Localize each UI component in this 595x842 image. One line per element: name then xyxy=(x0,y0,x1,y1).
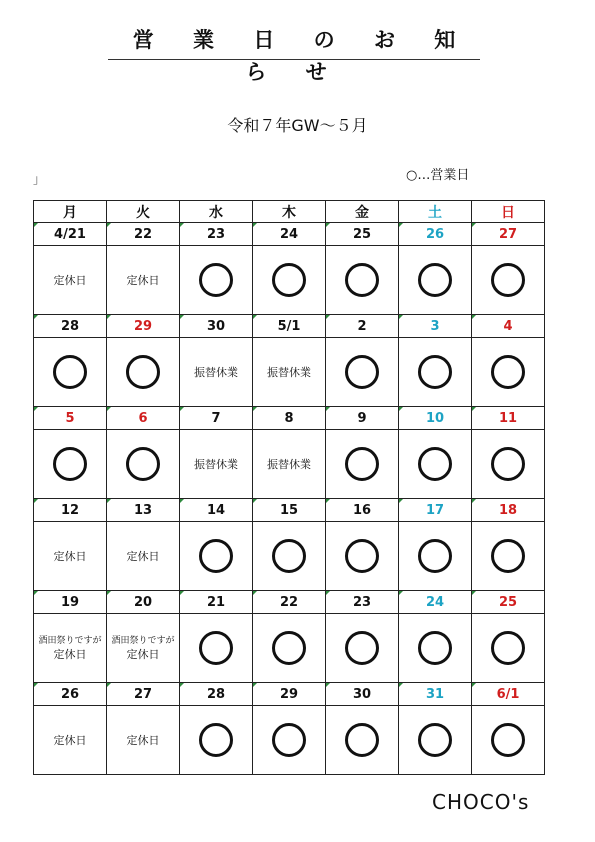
closed-label: 定休日 xyxy=(53,647,87,661)
date-cell: 20 xyxy=(107,591,180,614)
open-circle-icon xyxy=(345,263,379,297)
day-status-cell xyxy=(180,246,253,315)
day-status-cell xyxy=(180,614,253,683)
date-cell: 9 xyxy=(326,407,399,430)
date-row xyxy=(34,223,545,246)
day-status-cell xyxy=(34,338,107,407)
open-circle-icon xyxy=(199,539,233,573)
date-row xyxy=(34,315,545,338)
date-cell: 23 xyxy=(180,223,253,246)
weekday-header: 木 xyxy=(253,201,326,223)
date-cell: 7 xyxy=(180,407,253,430)
date-cell: 12 xyxy=(34,499,107,522)
closed-note xyxy=(34,635,106,662)
day-status-cell xyxy=(253,706,326,775)
weekday-header: 金 xyxy=(326,201,399,223)
day-status-cell xyxy=(253,614,326,683)
legend: ○…営業日 xyxy=(406,168,470,183)
day-status-cell xyxy=(326,614,399,683)
day-status-cell xyxy=(326,706,399,775)
closed-label: 定休日 xyxy=(53,550,87,563)
date-cell: 21 xyxy=(180,591,253,614)
date-cell: 28 xyxy=(180,683,253,706)
date-cell: 24 xyxy=(399,591,472,614)
date-cell: 30 xyxy=(180,315,253,338)
date-cell: 11 xyxy=(472,407,545,430)
day-status-cell xyxy=(34,430,107,499)
date-cell: 25 xyxy=(326,223,399,246)
date-cell: 10 xyxy=(399,407,472,430)
open-circle-icon xyxy=(345,447,379,481)
open-circle-icon xyxy=(491,539,525,573)
day-status-cell xyxy=(253,338,326,407)
day-status-cell xyxy=(399,430,472,499)
day-status-cell xyxy=(399,338,472,407)
day-status-cell xyxy=(472,246,545,315)
date-cell: 29 xyxy=(253,683,326,706)
status-row xyxy=(34,430,545,499)
day-status-cell xyxy=(107,246,180,315)
date-cell: 29 xyxy=(107,315,180,338)
status-row xyxy=(34,706,545,775)
closed-note xyxy=(107,635,179,662)
date-cell: 8 xyxy=(253,407,326,430)
date-cell: 14 xyxy=(180,499,253,522)
day-status-cell xyxy=(326,430,399,499)
date-cell: 4 xyxy=(472,315,545,338)
day-status-cell xyxy=(326,246,399,315)
date-row xyxy=(34,407,545,430)
date-cell: 22 xyxy=(253,591,326,614)
day-status-cell xyxy=(472,614,545,683)
closed-label: 定休日 xyxy=(126,734,160,747)
day-status-cell xyxy=(326,522,399,591)
weekday-header: 土 xyxy=(399,201,472,223)
day-status-cell xyxy=(107,522,180,591)
page-title: 営 業 日 の お 知 ら せ xyxy=(108,24,480,60)
day-status-cell xyxy=(107,338,180,407)
day-status-cell xyxy=(180,430,253,499)
date-cell: 23 xyxy=(326,591,399,614)
date-cell: 2 xyxy=(326,315,399,338)
closed-label: 定休日 xyxy=(53,734,87,747)
date-cell: 6/1 xyxy=(472,683,545,706)
open-circle-icon xyxy=(53,447,87,481)
note-small-text: 酒田祭りですが xyxy=(111,635,175,646)
calendar-table xyxy=(33,200,545,775)
day-status-cell xyxy=(399,706,472,775)
open-circle-icon xyxy=(345,355,379,389)
weekday-header: 月 xyxy=(34,201,107,223)
closed-label: 定休日 xyxy=(126,550,160,563)
day-status-cell xyxy=(472,706,545,775)
open-circle-icon xyxy=(272,263,306,297)
open-circle-icon xyxy=(418,631,452,665)
page-subtitle: 令和７年GW～５月 xyxy=(227,116,368,135)
date-cell: 16 xyxy=(326,499,399,522)
weekday-header: 水 xyxy=(180,201,253,223)
status-row xyxy=(34,338,545,407)
open-circle-icon xyxy=(491,631,525,665)
date-cell: 5 xyxy=(34,407,107,430)
closed-label: 定休日 xyxy=(53,274,87,287)
date-cell: 27 xyxy=(107,683,180,706)
day-status-cell xyxy=(180,338,253,407)
day-status-cell xyxy=(107,706,180,775)
day-status-cell xyxy=(399,246,472,315)
day-status-cell xyxy=(472,430,545,499)
open-circle-icon xyxy=(272,539,306,573)
day-status-cell xyxy=(253,430,326,499)
date-cell: 17 xyxy=(399,499,472,522)
date-cell: 13 xyxy=(107,499,180,522)
date-cell: 19 xyxy=(34,591,107,614)
open-circle-icon xyxy=(418,355,452,389)
day-status-cell xyxy=(399,614,472,683)
open-circle-icon xyxy=(418,723,452,757)
open-circle-icon xyxy=(199,723,233,757)
date-row xyxy=(34,591,545,614)
closed-label: 定休日 xyxy=(126,647,160,661)
open-circle-icon xyxy=(272,723,306,757)
date-cell: 26 xyxy=(34,683,107,706)
open-circle-icon xyxy=(126,355,160,389)
day-status-cell xyxy=(34,522,107,591)
day-status-cell xyxy=(34,614,107,683)
open-circle-icon xyxy=(199,631,233,665)
closed-label: 振替休業 xyxy=(194,458,238,471)
day-status-cell xyxy=(399,522,472,591)
open-circle-icon xyxy=(491,263,525,297)
date-cell: 22 xyxy=(107,223,180,246)
date-row xyxy=(34,499,545,522)
closed-label: 振替休業 xyxy=(267,366,311,379)
calendar-body xyxy=(34,201,545,775)
status-row xyxy=(34,522,545,591)
day-status-cell xyxy=(326,338,399,407)
weekday-header: 火 xyxy=(107,201,180,223)
date-cell: 26 xyxy=(399,223,472,246)
day-status-cell xyxy=(253,246,326,315)
date-cell: 25 xyxy=(472,591,545,614)
date-cell: 30 xyxy=(326,683,399,706)
open-circle-icon xyxy=(199,263,233,297)
open-circle-icon xyxy=(491,723,525,757)
open-circle-icon xyxy=(345,723,379,757)
open-circle-icon xyxy=(418,263,452,297)
day-status-cell xyxy=(180,706,253,775)
open-circle-icon xyxy=(53,355,87,389)
date-row xyxy=(34,683,545,706)
closed-label: 振替休業 xyxy=(194,366,238,379)
open-circle-icon xyxy=(418,447,452,481)
day-status-cell xyxy=(107,430,180,499)
status-row xyxy=(34,246,545,315)
day-status-cell xyxy=(34,706,107,775)
open-circle-icon xyxy=(491,355,525,389)
weekday-header: 日 xyxy=(472,201,545,223)
open-circle-icon xyxy=(418,539,452,573)
closed-label: 振替休業 xyxy=(267,458,311,471)
date-cell: 27 xyxy=(472,223,545,246)
date-cell: 31 xyxy=(399,683,472,706)
weekday-header-row xyxy=(34,201,545,223)
date-cell: 5/1 xyxy=(253,315,326,338)
status-row xyxy=(34,614,545,683)
open-circle-icon xyxy=(345,539,379,573)
day-status-cell xyxy=(472,338,545,407)
date-cell: 3 xyxy=(399,315,472,338)
note-small-text: 酒田祭りですが xyxy=(38,635,102,646)
date-cell: 24 xyxy=(253,223,326,246)
date-cell: 15 xyxy=(253,499,326,522)
open-circle-icon xyxy=(491,447,525,481)
date-cell: 4/21 xyxy=(34,223,107,246)
day-status-cell xyxy=(107,614,180,683)
date-cell: 18 xyxy=(472,499,545,522)
open-circle-icon xyxy=(345,631,379,665)
day-status-cell xyxy=(253,522,326,591)
open-circle-icon xyxy=(126,447,160,481)
day-status-cell xyxy=(180,522,253,591)
shop-name: CHOCO's xyxy=(432,790,530,814)
day-status-cell xyxy=(34,246,107,315)
date-cell: 28 xyxy=(34,315,107,338)
day-status-cell xyxy=(472,522,545,591)
closed-label: 定休日 xyxy=(126,274,160,287)
open-circle-icon xyxy=(272,631,306,665)
date-cell: 6 xyxy=(107,407,180,430)
corner-mark: 」 xyxy=(33,172,46,186)
